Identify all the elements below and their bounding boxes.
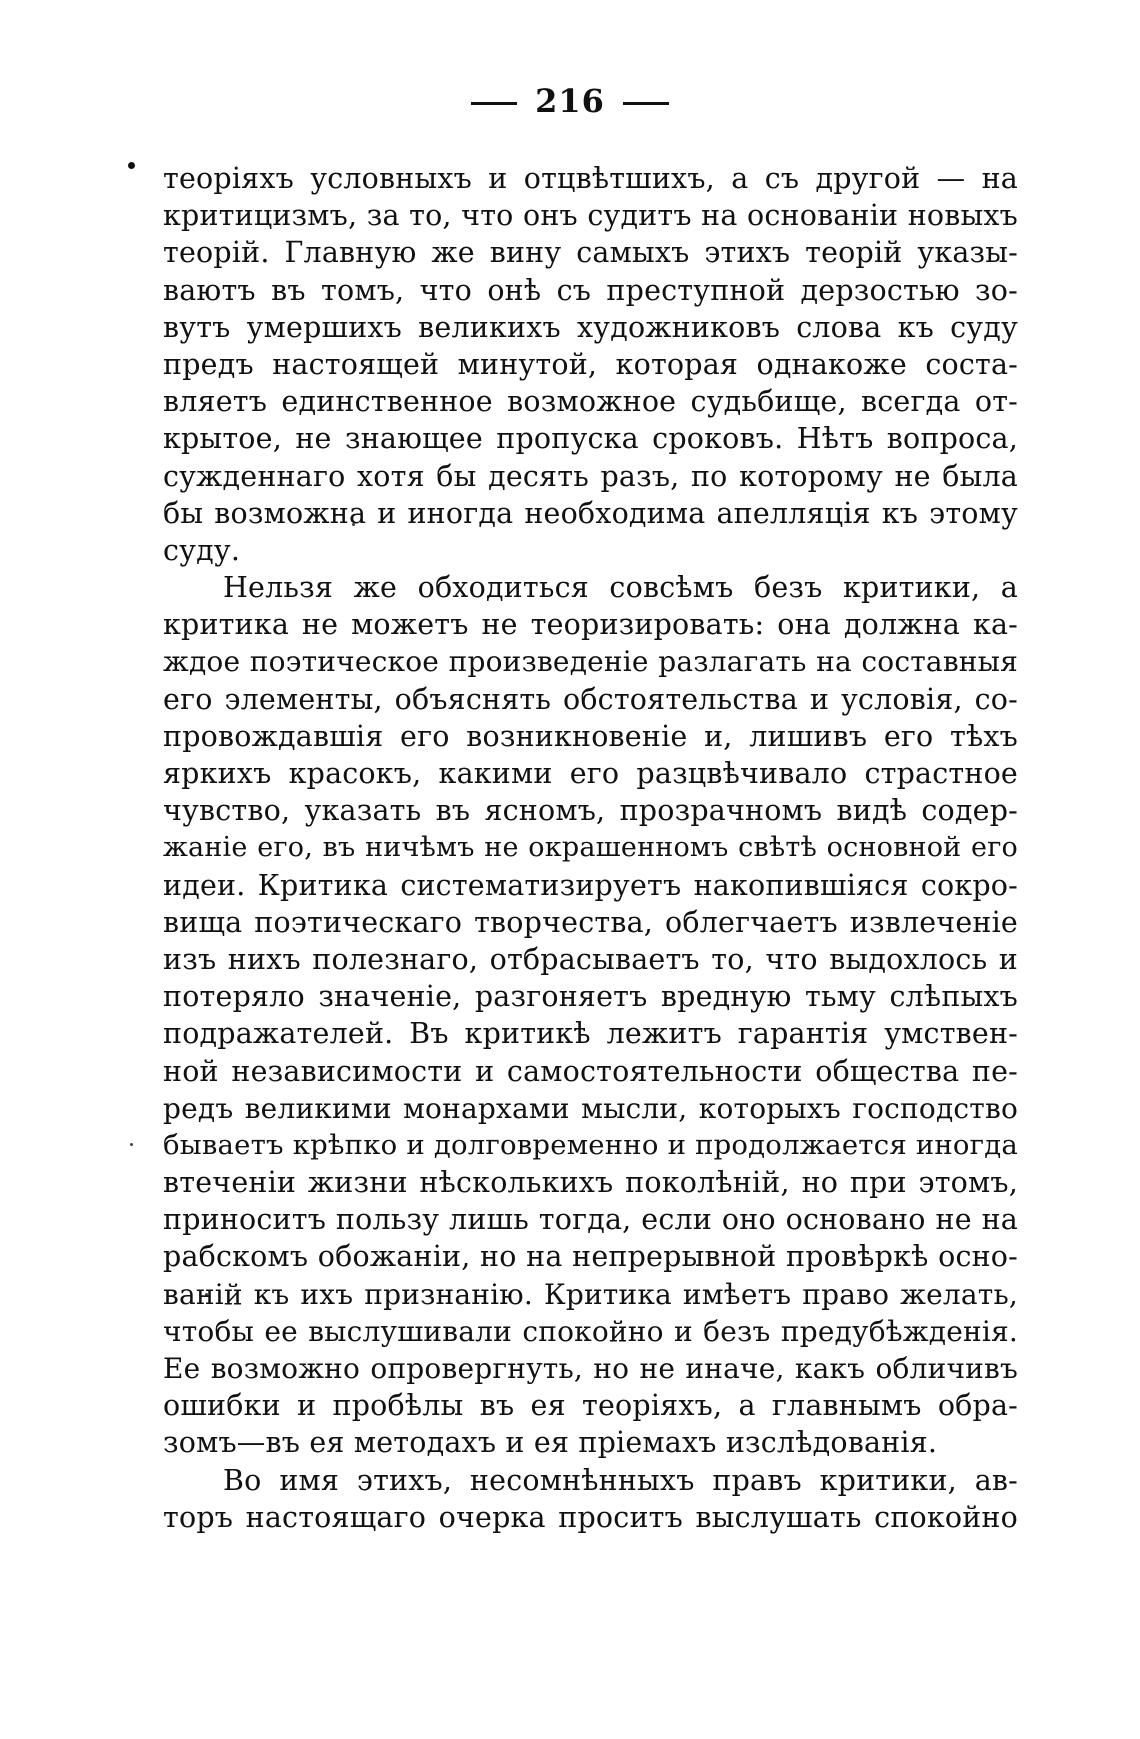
text-line: жаніе его, въ ничѣмъ не окрашенномъ свѣтѣ основной его — [163, 832, 1018, 864]
text-line: бы возможна и иногда необходима апелляція къ этому — [163, 496, 1018, 530]
header-dash-left — [471, 102, 517, 105]
text-line: яркихъ красокъ, какими его разцвѣчивало страстное — [163, 757, 1018, 790]
text-line: предъ настоящей минутой, которая однакоже соста- — [163, 347, 1018, 381]
text-line: крытое, не знающее пропуска сроковъ. Нѣтъ вопроса, — [163, 422, 1018, 456]
text-line: Нельзя же обходиться совсѣмъ безъ критики, а — [223, 571, 1018, 605]
text-line: зомъ—въ ея методахъ и ея пріемахъ изслѣдованія. — [163, 1426, 938, 1460]
text-line: провождавшія его возникновеніе и, лишивъ его тѣхъ — [163, 719, 1018, 753]
text-line: вища поэтическаго творчества, облегчаетъ извлеченіе — [163, 905, 1018, 939]
text-line: чувство, указать въ ясномъ, прозрачномъ видѣ содер- — [163, 794, 1018, 828]
text-line: ваютъ въ томъ, что онѣ съ преступной дерзостью зо- — [163, 273, 1018, 307]
text-line: рабскомъ обожаніи, но на непрерывной провѣркѣ осно- — [163, 1240, 1018, 1274]
page-number: 216 — [535, 82, 605, 120]
text-line: Ее возможно опровергнуть, но не иначе, какъ обличивъ — [163, 1352, 1018, 1385]
text-line: ной независимости и самостоятельности общества пе- — [163, 1054, 1018, 1088]
text-line: вляетъ единственное возможное судьбище, всегда от- — [163, 385, 1018, 419]
text-line: теоріяхъ условныхъ и отцвѣтшихъ, а съ другой — на — [163, 162, 1018, 195]
text-line: ждое поэтическое произведеніе разлагать на составныя — [163, 645, 1018, 679]
text-line: втеченіи жизни нѣсколькихъ поколѣній, но при этомъ, — [163, 1166, 1018, 1200]
paragraph-3 — [163, 1462, 1018, 1536]
text-line: критика не можетъ не теоризировать: она должна ка- — [163, 608, 1018, 642]
ink-speck — [130, 1143, 133, 1146]
text-line: суду. — [163, 533, 241, 567]
text-line: ошибки и пробѣлы въ ея теоріяхъ, а главнымъ обра- — [163, 1389, 1018, 1423]
text-line: редъ великими монархами мысли, которыхъ господство — [163, 1091, 1018, 1125]
paragraph-1 — [163, 160, 1018, 569]
text-line: изъ нихъ полезнаго, отбрасываетъ то, что выдохлось и — [163, 942, 1018, 976]
text-line: сужденнаго хотя бы десять разъ, по которому не была — [163, 459, 1018, 493]
text-line: торъ настоящаго очерка проситъ выслушать спокойно — [163, 1500, 1018, 1534]
text-line: теорій. Главную же вину самыхъ этихъ теорій указы- — [163, 236, 1018, 270]
text-line: ваній къ ихъ признанію. Критика имѣетъ право желать, — [163, 1277, 1018, 1311]
header-dash-right — [623, 102, 669, 105]
text-line: Во имя этихъ, несомнѣнныхъ правъ критики, ав- — [223, 1463, 1018, 1497]
text-line: приноситъ пользу лишь тогда, если оно основано не на — [163, 1203, 1018, 1237]
text-line: его элементы, объяснять обстоятельства и условія, со- — [163, 682, 1018, 716]
text-line: подражателей. Въ критикѣ лежитъ гарантія умствен- — [163, 1017, 1018, 1051]
text-line: потеряло значеніе, разгоняетъ вредную тьму слѣпыхъ — [163, 980, 1018, 1014]
margin-dot — [128, 162, 135, 169]
text-line: вутъ умершихъ великихъ художниковъ слова къ суду — [163, 310, 1018, 344]
text-line: бываетъ крѣпко и долговременно и продолжается иногда — [163, 1128, 1018, 1161]
page-header — [0, 82, 1140, 120]
text-line: критицизмъ, за то, что онъ судитъ на основаніи новыхъ — [163, 199, 1018, 233]
paragraph-2 — [163, 569, 1018, 1462]
body-text — [163, 160, 1018, 1536]
text-line: чтобы ее выслушивали спокойно и безъ предубѣжденія. — [163, 1314, 1018, 1348]
text-line: идеи. Критика систематизируетъ накопившіяся сокро- — [163, 868, 1018, 902]
